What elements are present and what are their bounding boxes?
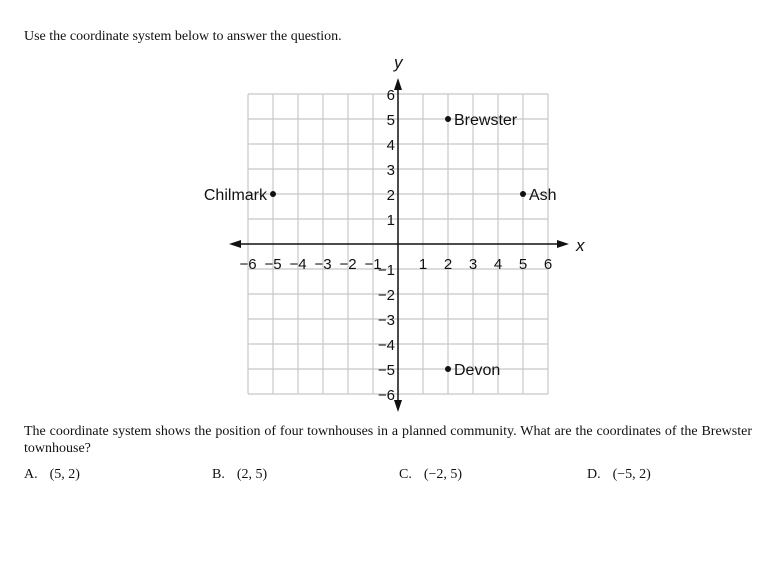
svg-text:x: x xyxy=(576,236,585,255)
svg-text:−4: −4 xyxy=(377,337,395,354)
choice-d[interactable]: D. (−5, 2) xyxy=(587,467,651,482)
svg-text:−2: −2 xyxy=(339,256,357,273)
svg-text:6: 6 xyxy=(386,87,395,104)
choice-c[interactable]: C. (−2, 5) xyxy=(399,467,463,482)
svg-text:4: 4 xyxy=(493,256,503,273)
svg-text:2: 2 xyxy=(386,187,395,204)
choice-b[interactable]: B. (2, 5) xyxy=(212,467,268,482)
svg-text:Ash: Ash xyxy=(529,187,557,204)
svg-text:Brewster: Brewster xyxy=(454,112,518,129)
svg-text:Devon: Devon xyxy=(454,362,501,379)
svg-text:Chilmark: Chilmark xyxy=(203,187,267,204)
svg-text:−5: −5 xyxy=(377,362,395,379)
svg-text:3: 3 xyxy=(386,162,395,179)
svg-text:−1: −1 xyxy=(364,256,382,273)
svg-text:1: 1 xyxy=(418,256,428,273)
svg-text:1: 1 xyxy=(386,212,395,229)
axes xyxy=(229,78,569,412)
svg-text:y: y xyxy=(394,53,403,72)
svg-text:5: 5 xyxy=(386,112,395,129)
svg-text:−3: −3 xyxy=(377,312,395,329)
svg-text:−2: −2 xyxy=(377,287,395,304)
svg-text:3: 3 xyxy=(468,256,478,273)
svg-text:−5: −5 xyxy=(264,256,282,273)
choice-a[interactable]: A. (5, 2) xyxy=(24,467,80,482)
question-text: The coordinate system shows the position of four townhouses in a planned community. What are the coordinates of the Brewster townhouse? xyxy=(24,424,752,456)
svg-text:−3: −3 xyxy=(314,256,332,273)
svg-text:5: 5 xyxy=(518,256,528,273)
svg-text:2: 2 xyxy=(443,256,453,273)
svg-text:4: 4 xyxy=(386,137,395,154)
instructions: Use the coordinate system below to answer the question. xyxy=(24,29,342,44)
svg-text:6: 6 xyxy=(543,256,553,273)
svg-text:−6: −6 xyxy=(377,387,395,404)
tick-labels xyxy=(239,53,585,404)
svg-text:−4: −4 xyxy=(289,256,307,273)
svg-text:−6: −6 xyxy=(239,256,257,273)
svg-text:−1: −1 xyxy=(377,262,395,279)
